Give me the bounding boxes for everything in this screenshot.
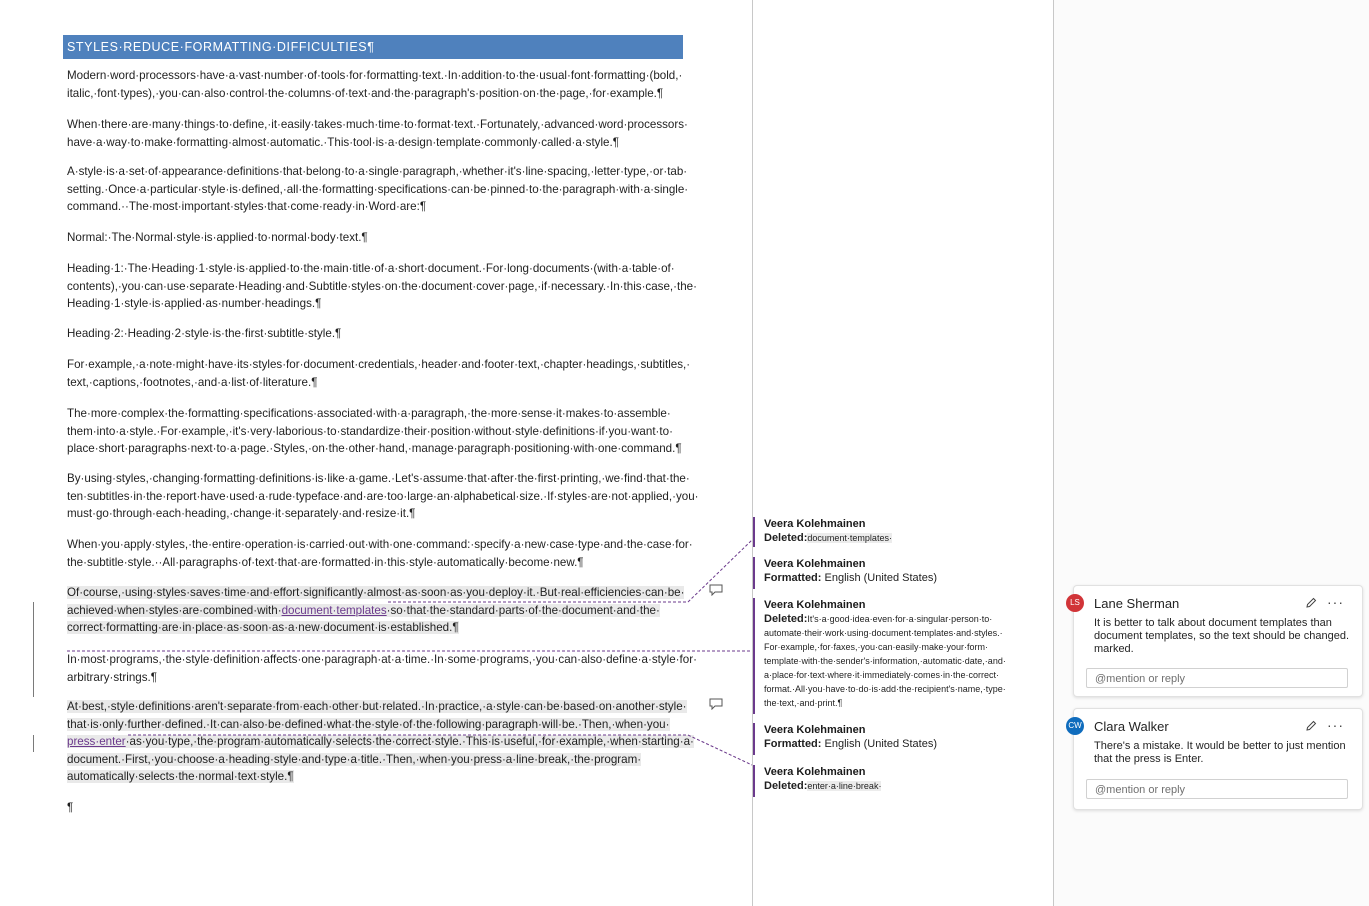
paragraph[interactable]: Heading·2:·Heading·2·style·is·the·first·subtitle·style.¶ — [67, 327, 342, 340]
inserted-text[interactable]: press·enter — [67, 735, 126, 748]
paragraph[interactable]: By·using·styles,·changing·formatting·definitions·is·like·a·game.·Let's·assume·that·after·the·first·printing,·we·find·that·the· ten·subtitles·in·the·report·have·used·a·rude·typeface·and·are·too·large·an·alphabetical·size.·If·styles·are·not·applied,·you· must·go·through·each·heading,·change·it·separately·and·resize·it.¶ — [67, 472, 699, 520]
empty-paragraph-mark[interactable]: ¶ — [67, 801, 74, 814]
change-bar — [33, 735, 34, 752]
comment-author: Lane Sherman — [1094, 596, 1180, 611]
edit-icon[interactable] — [1304, 596, 1318, 610]
paragraph[interactable]: For·example,·a·note·might·have·its·styles·for·document·credentials,·header·and·footer·text,·chapter·headings,·subtitles,· text,·captions,·footnotes,·and·a·list·of·literature.¶ — [67, 358, 691, 389]
paragraph-commented[interactable] — [67, 584, 687, 637]
paragraph[interactable]: When·you·apply·styles,·the·entire·operation·is·carried·out·with·one·command:·specify·a·new·case·type·and·the·case·for· the·subtitle·style.··All·paragraphs·of·text·that·are·formatted·in·this·style·automatically·become·new.¶ — [67, 538, 693, 569]
comment-card[interactable] — [1068, 708, 1363, 810]
comment-text: There's a mistake. It would be better to just mention that the press is Enter. — [1094, 740, 1346, 765]
comment-icon[interactable] — [709, 584, 723, 596]
paragraph[interactable]: When·there·are·many·things·to·define,·it·easily·takes·much·time·to·format·text.·Fortunately,·advanced·word·processors· have·a·way·to·make·formatting·almost·automatic.·This·tool·is·a·design·template·commonly·called·a·style.¶ — [67, 118, 688, 149]
revision-author: Veera Kolehmainen — [764, 766, 866, 778]
section-heading[interactable]: STYLES·REDUCE·FORMATTING·DIFFICULTIES¶ — [63, 35, 683, 59]
reply-input[interactable]: @mention or reply — [1086, 668, 1348, 688]
markup-balloon[interactable] — [753, 765, 1047, 797]
paragraph[interactable]: In·most·programs,·the·style·definition·affects·one·paragraph·at·a·time.·In·some·programs,·you·can·also·define·a·style·for· arbitrary·strings.¶ — [67, 653, 697, 684]
more-options-icon[interactable]: ··· — [1327, 717, 1344, 733]
avatar: LS — [1066, 594, 1084, 612]
deleted-text: enter·a·line·break· — [807, 781, 882, 791]
reply-input[interactable]: @mention or reply — [1086, 779, 1348, 799]
markup-balloon[interactable] — [753, 557, 1047, 589]
markup-balloon[interactable] — [753, 517, 1047, 547]
edit-icon[interactable] — [1304, 719, 1318, 733]
revision-author: Veera Kolehmainen — [764, 518, 866, 530]
markup-balloon[interactable] — [753, 723, 1047, 755]
commented-text: Of·course,·using·styles·saves·time·and·effort·significantly·almost·as·soon·as·you·deploy·it.·But·real·efficiencies·can·be· achieved·when·styles·are·combined·with· — [67, 586, 685, 617]
format-value: English (United States) — [821, 738, 938, 750]
paragraph[interactable]: Normal:·The·Normal·style·is·applied·to·normal·body·text.¶ — [67, 231, 368, 244]
revision-kind: Deleted: — [764, 532, 808, 544]
commented-text: ·as·you·type,·the·program·automatically·selects·the·correct·style.·This·is·useful,·for·example,·when·starting·a· document.·First,·you·choose·a·heading·style·and·type·a·title.·Then,·when·you·press·a·line·break,·the·program· automatically·selects·the·normal·text·style.¶ — [67, 735, 694, 783]
inserted-text[interactable]: document·templates — [281, 603, 387, 617]
change-bar — [33, 602, 34, 697]
comment-card[interactable] — [1070, 585, 1363, 697]
paragraph[interactable]: The·more·complex·the·formatting·specifications·associated·with·a·paragraph,·the·more·sense·it·makes·to·assemble· them·into·a·style.·For·example,·it's·very·laborious·to·standardize·their·position·without·style·definitions·if·you·want·to· place·short·paragraphs·next·to·a·page.·Styles,·on·the·other·hand,·manage·paragraph·positioning·with·one·command.¶ — [67, 407, 682, 455]
markup-balloon[interactable] — [753, 598, 1047, 714]
commented-text: ·so·that·the·standard·parts·of·the·document·and·the· correct·formatting·are·in·place·as·soon·as·a·new·document·is·established.¶ — [67, 603, 660, 634]
comment-icon[interactable] — [709, 698, 723, 710]
paragraph-commented[interactable] — [67, 698, 694, 786]
paragraph[interactable]: Modern·word·processors·have·a·vast·number·of·tools·for·formatting·text.·In·addition·to·the·usual·font·formatting·(bold,· italic,·font·types),·you·can·also·control·the·columns·of·text·and·the·paragraph's·position·on·the·page,·for·example.¶ — [67, 69, 683, 100]
more-options-icon[interactable]: ··· — [1327, 594, 1344, 610]
comment-author: Clara Walker — [1094, 719, 1169, 734]
paragraph[interactable]: Heading·1:·The·Heading·1·style·is·applied·to·the·main·title·of·a·short·document.·For·long·documents·(with·a·table·of· contents),·you·can·use·separate·Heading·and·Subtitle·styles·on·the·document·cover·page,·if·necessary.·In·this·case,·the· Heading·1·style·is·applied·as·number·headings.¶ — [67, 262, 697, 310]
comment-text: It is better to talk about document templates than document templates, so the text should be changed. marked. — [1094, 617, 1349, 655]
avatar: CW — [1066, 717, 1084, 735]
revision-kind: Deleted: — [764, 780, 808, 792]
deleted-text: It's·a·good·idea·even·for·a·singular·person·to· automate·their·work·using·document·templates·and·styles.· For·example,·for·faxes,·you·can·easily·make·your·form· template·with·the·sender's·information,·automatic·date,·and· a·place·for·text·where·it·immediately·comes·in·the·correct· format.·All·you·have·to·do·is·add·the·recipient's·name,·type· the·text,·and·print.¶ — [764, 614, 1006, 708]
revision-author: Veera Kolehmainen — [764, 558, 866, 570]
paragraph[interactable]: A·style·is·a·set·of·appearance·definitions·that·belong·to·a·single·paragraph,·whether·it's·line·spacing,·letter·type,·or·tab· setting.·Once·a·particular·style·is·defined,·all·the·formatting·specifications·can·be·pinned·to·the·paragraph·with·a·single· command.··The·most·important·styles·that·come·ready·in·Word·are:¶ — [67, 165, 689, 213]
revision-kind: Formatted: — [764, 572, 822, 584]
revision-author: Veera Kolehmainen — [764, 599, 866, 611]
commented-text: At·best,·style·definitions·aren't·separate·from·each·other·but·related.·In·practice,·a·style·can·be·based·on·another·style· that·is·only·further·defined.·It·can·also·be·defined·what·the·style·of·the·following·paragraph·will·be.·Then,·when·you· — [67, 700, 687, 731]
revision-kind: Deleted: — [764, 613, 808, 625]
format-value: English (United States) — [821, 572, 938, 584]
deleted-text: document·templates· — [807, 533, 892, 543]
revision-kind: Formatted: — [764, 738, 822, 750]
revision-author: Veera Kolehmainen — [764, 724, 866, 736]
